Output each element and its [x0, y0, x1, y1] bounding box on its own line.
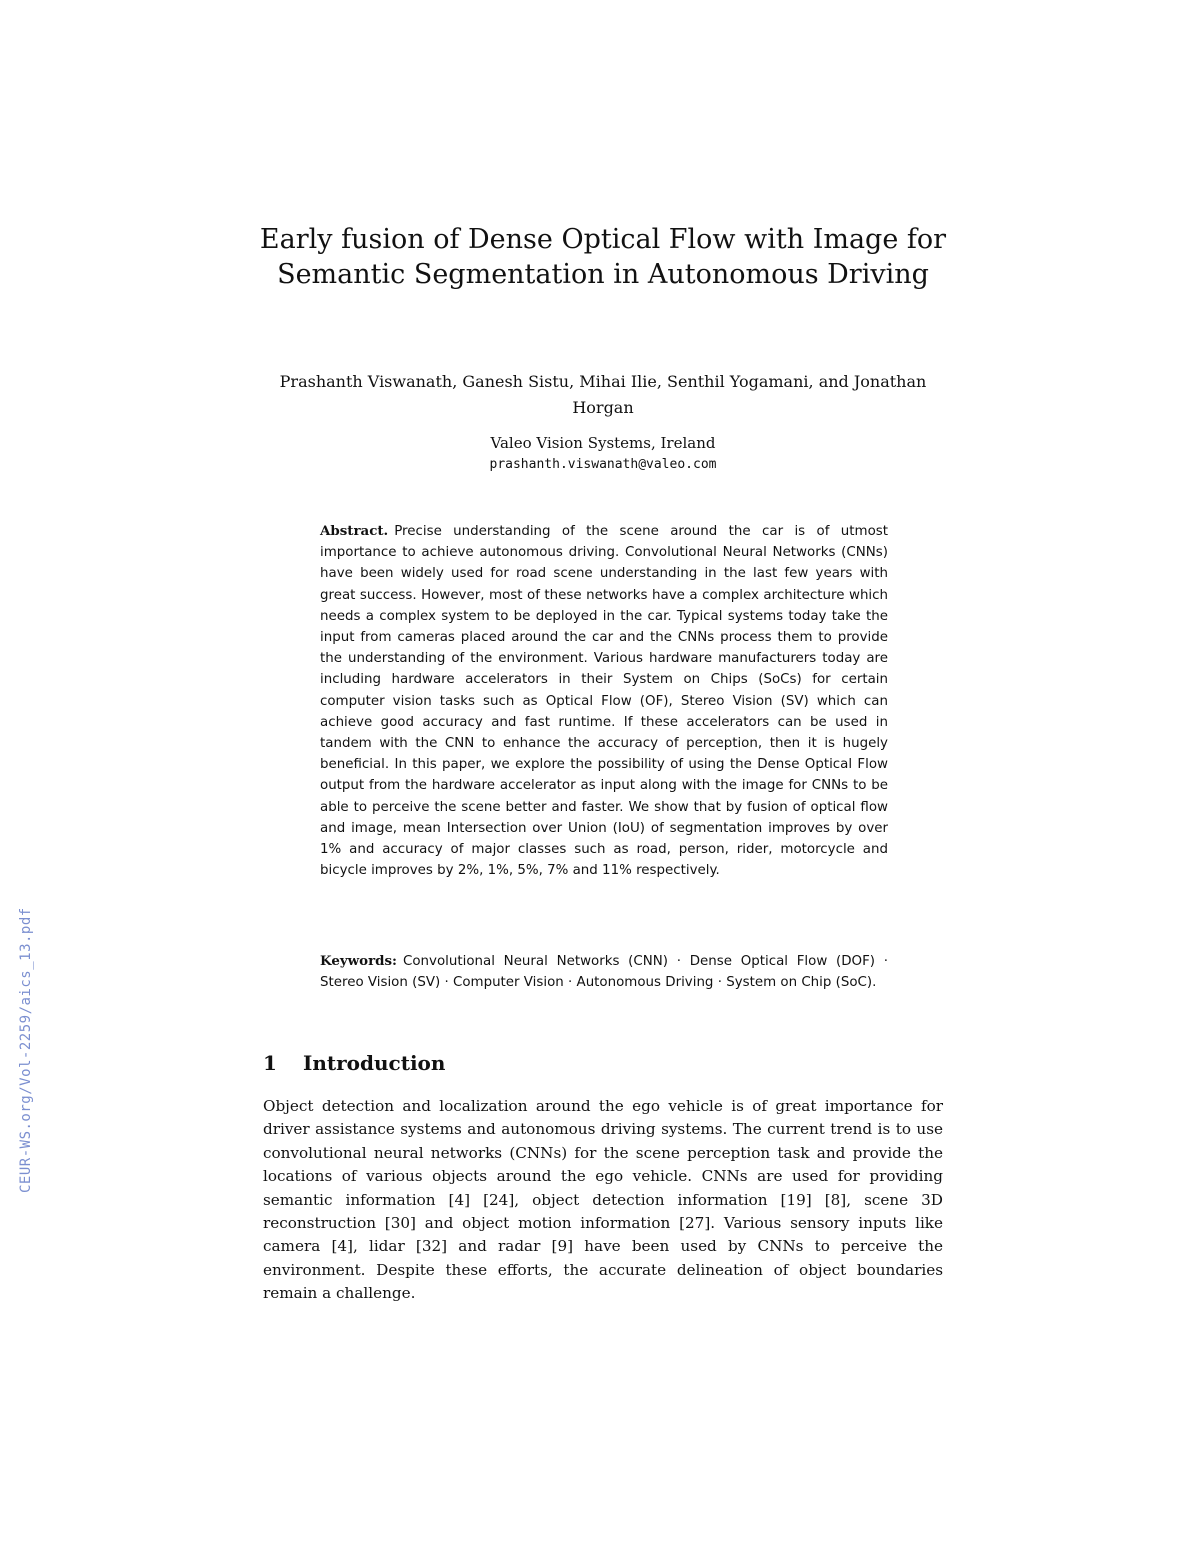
keywords-label: Keywords:	[320, 953, 398, 969]
section-title: Introduction	[303, 1051, 446, 1075]
author-list: Prashanth Viswanath, Ganesh Sistu, Mihai Ilie, Senthil Yogamani, and Jonathan Horgan	[279, 372, 927, 417]
keywords	[320, 951, 888, 993]
abstract-label: Abstract.	[320, 523, 389, 539]
keywords-text: Convolutional Neural Networks (CNN) · Dense Optical Flow (DOF) · Stereo Vision (SV) · Computer Vision · Autonomous Driving · System on Chip (SoC).	[320, 954, 888, 991]
intro-paragraph: Object detection and localization around the ego vehicle is of great importance for driver assistance systems and autonomous driving systems. The current trend is to use convolutional neural networks (CNNs) for the scene perception task and provide the locations of various objects around the ego vehicle. CNNs are used for providing semantic information [4] [24], object detection information [19] [8], scene 3D reconstruction [30] and object motion information [27]. Various sensory inputs like camera [4], lidar [32] and radar [9] have been used by CNNs to perceive the environment. Despite these efforts, the accurate delineation of object boundaries remain a challenge.	[263, 1097, 943, 1303]
side-url-stamp: CEUR-WS.org/Vol-2259/aics_13.pdf	[18, 907, 34, 1193]
paper-title: Early fusion of Dense Optical Flow with Image for Semantic Segmentation in Autonomous Driving	[259, 224, 947, 290]
abstract	[320, 521, 888, 881]
section-heading	[263, 1049, 943, 1077]
affiliation: Valeo Vision Systems, Ireland	[490, 434, 716, 452]
contact-email: prashanth.viswanath@valeo.com	[489, 457, 717, 472]
section-number: 1	[263, 1051, 277, 1075]
abstract-text: Precise understanding of the scene around the car is of utmost importance to achieve autonomous driving. Convolutional Neural Networks (CNNs) have been widely used for road scene understanding in the last few years with great success. However, most of these networks have a complex architecture which needs a complex system to be deployed in the car. Typical systems today take the input from cameras placed around the car and the CNNs process them to provide the understanding of the environment. Various hardware manufacturers today are including hardware accelerators in their System on Chips (SoCs) for certain computer vision tasks such as Optical Flow (OF), Stereo Vision (SV) which can achieve good accuracy and fast runtime. If these accelerators can be used in tandem with the CNN to enhance the accuracy of perception, then it is hugely beneficial. In this paper, we explore the possibility of using the Dense Optical Flow output from the hardware accelerator as input along with the image for CNNs to be able to perceive the scene better and faster. We show that by fusion of optical flow and image, mean Intersection over Union (IoU) of segmentation improves by over 1% and accuracy of major classes such as road, person, rider, motorcycle and bicycle improves by 2%, 1%, 5%, 7% and 11% respectively.	[320, 524, 888, 879]
